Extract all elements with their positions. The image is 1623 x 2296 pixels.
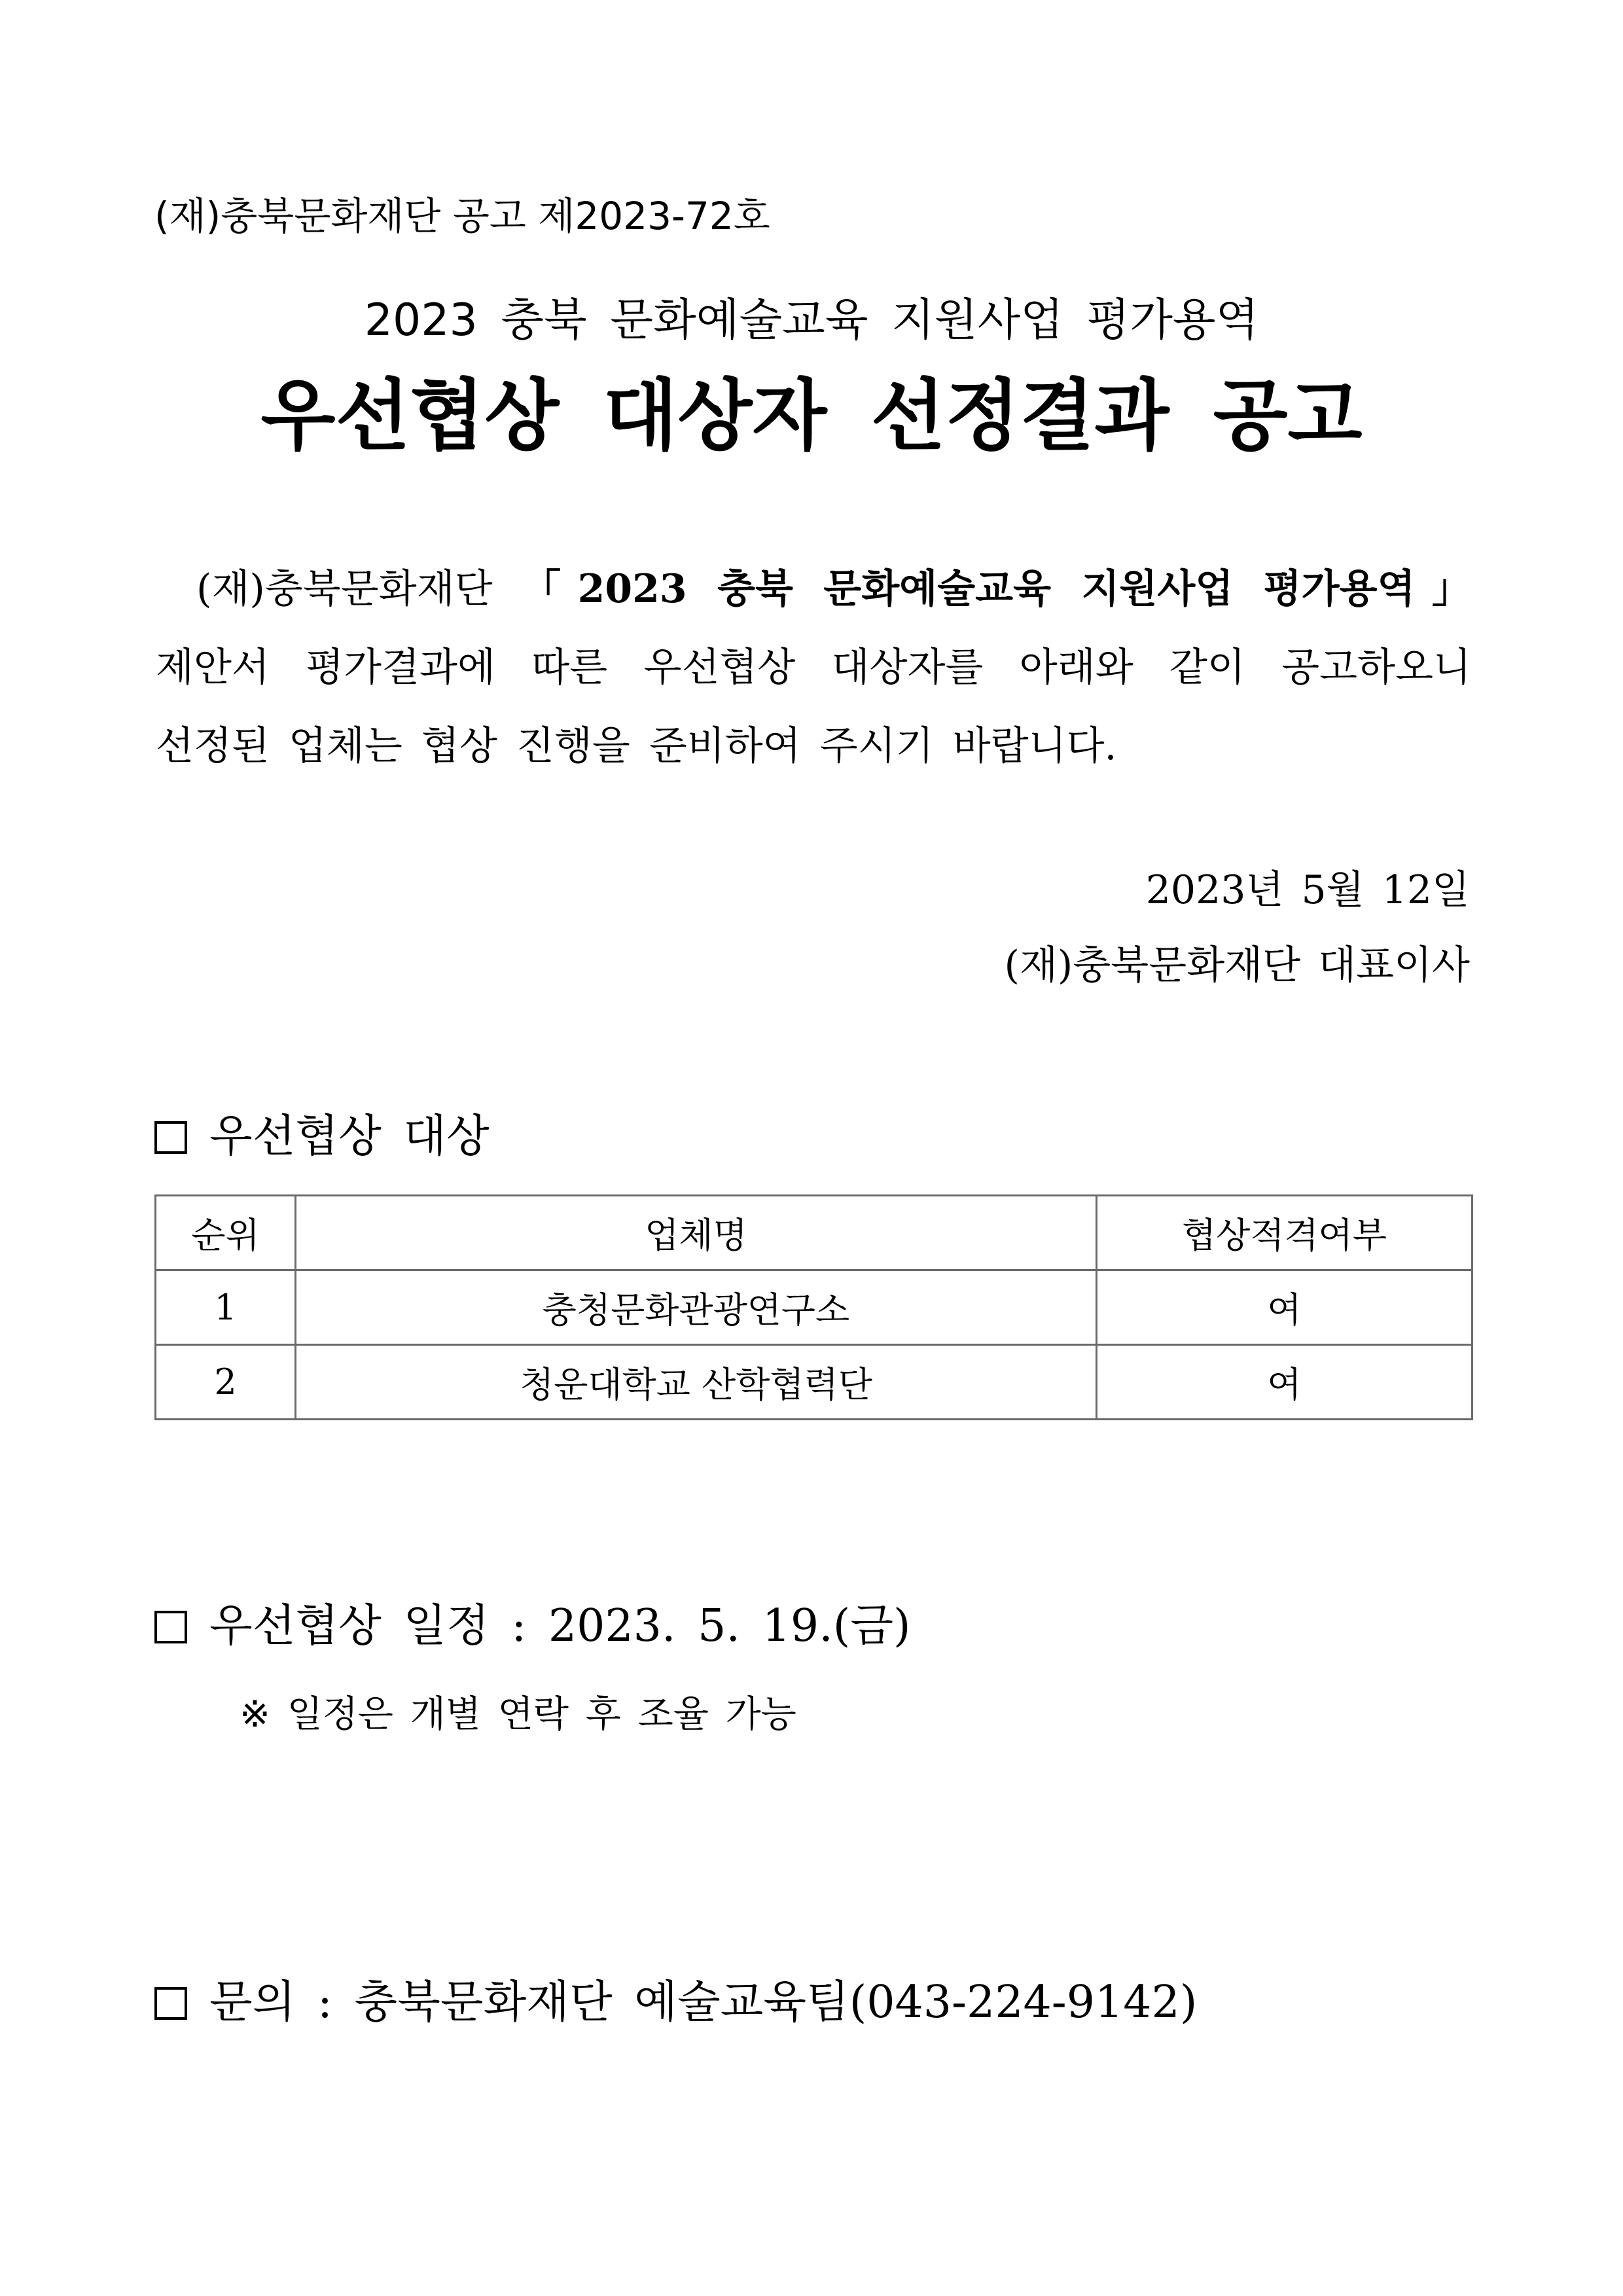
result-table (154, 1194, 1473, 1420)
issuer: (재)충북문화재단 대표이사 (1004, 942, 1470, 988)
square-bullet-icon (154, 1121, 187, 1154)
section-negotiation-target (154, 1107, 490, 1166)
section-contact-heading: 문의 : 충북문화재단 예술교육팀(043-224-9142) (209, 1977, 1198, 2028)
schedule-note: ※ 일정은 개별 연락 후 조율 가능 (240, 1693, 796, 1736)
header-company: 업체명 (296, 1196, 1097, 1270)
body-line-2: 제안서 평가결과에 따른 우선협상 대상자를 아래와 같이 공고하오니 (156, 645, 1471, 691)
announcement-subtitle: 2023 충북 문화예술교육 지원사업 평가용역 (364, 295, 1259, 346)
square-bullet-icon (154, 1611, 187, 1643)
cell-eligibility: 여 (1097, 1270, 1472, 1345)
table-row (156, 1345, 1472, 1420)
project-name: 「2023 충북 문화예술교육 지원사업 평가용역」 (522, 566, 1472, 612)
body-line-3: 선정된 업체는 협상 진행을 준비하여 주시기 바랍니다. (156, 723, 1117, 769)
header-rank: 순위 (156, 1196, 296, 1270)
table-header-row (156, 1196, 1472, 1270)
cell-company: 충청문화관광연구소 (296, 1270, 1097, 1345)
notice-number: (재)충북문화재단 공고 제2023-72호 (154, 194, 770, 238)
cell-rank: 2 (156, 1345, 296, 1420)
issue-date: 2023년 5월 12일 (1145, 867, 1470, 913)
square-bullet-icon (154, 1987, 187, 2020)
cell-eligibility: 여 (1097, 1345, 1472, 1420)
header-eligibility: 협상적격여부 (1097, 1196, 1472, 1270)
section-contact (154, 1973, 1197, 2032)
announcement-title: 우선협상 대상자 선정결과 공고 (260, 370, 1363, 461)
section-negotiation-target-heading: 우선협상 대상 (209, 1111, 490, 1162)
section-schedule-heading: 우선협상 일정 : 2023. 5. 19.(금) (209, 1600, 911, 1652)
body-line-1 (156, 563, 1471, 615)
body-line-1-prefix: (재)충북문화재단 (196, 566, 522, 612)
table-row (156, 1270, 1472, 1345)
cell-company: 청운대학교 산학협력단 (296, 1345, 1097, 1420)
section-schedule (154, 1597, 911, 1656)
cell-rank: 1 (156, 1270, 296, 1345)
